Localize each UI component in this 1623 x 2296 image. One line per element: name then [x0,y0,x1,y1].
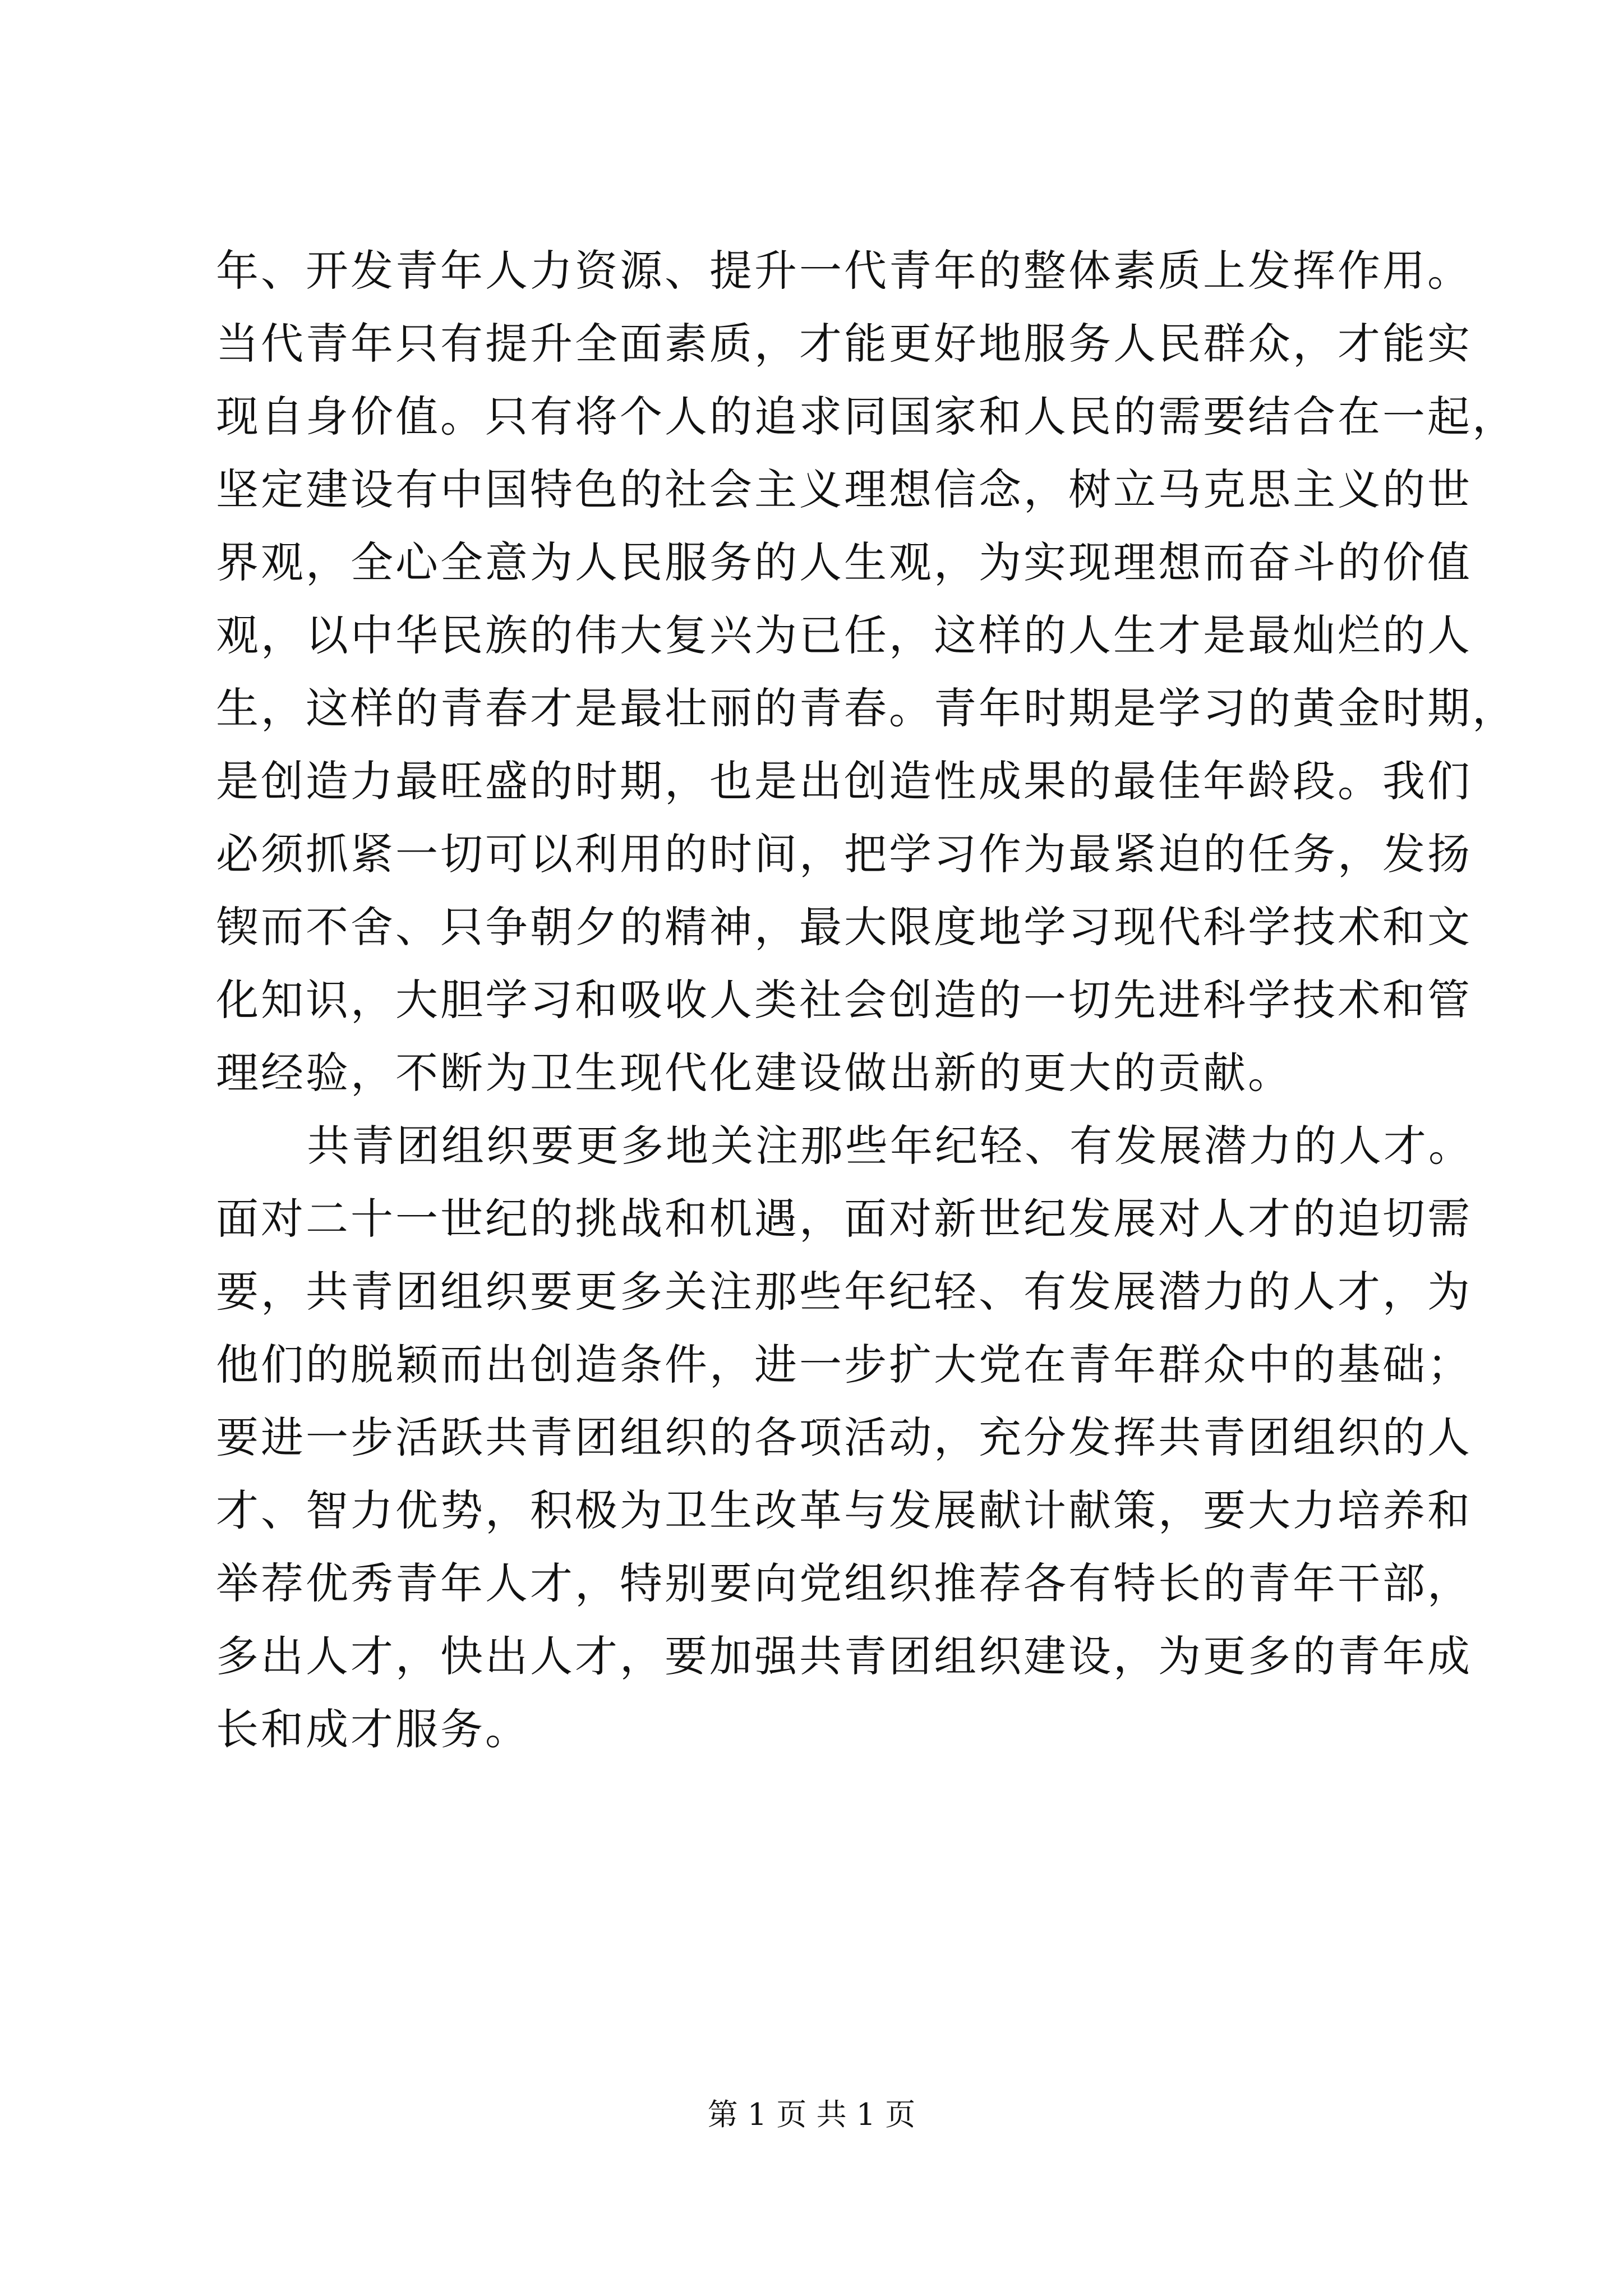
text-line: 举荐优秀青年人才，特别要向党组织推荐各有特长的青年干部， [216,1558,1472,1608]
text-line: 界观，全心全意为人民服务的人生观，为实现理想而奋斗的价值 [216,537,1472,587]
page-number-label: 第 1 页 共 1 页 [707,2097,916,2132]
text-line: 坚定建设有中国特色的社会主义理想信念，树立马克思主义的世 [216,464,1472,514]
text-line: 生，这样的青春才是最壮丽的青春。青年时期是学习的黄金时期， [216,683,1517,733]
text-line: 必须抓紧一切可以利用的时间，把学习作为最紧迫的任务，发扬 [216,829,1472,879]
text-line: 面对二十一世纪的挑战和机遇，面对新世纪发展对人才的迫切需 [216,1194,1472,1244]
text-line: 现自身价值。只有将个人的追求同国家和人民的需要结合在一起， [216,392,1517,441]
text-line: 当代青年只有提升全面素质，才能更好地服务人民群众，才能实 [216,319,1472,369]
text-line: 理经验，不断为卫生现代化建设做出新的更大的贡献。 [216,1048,1293,1098]
text-line: 化知识，大胆学习和吸收人类社会创造的一切先进科学技术和管 [216,975,1472,1025]
text-line: 长和成才服务。 [216,1704,530,1754]
text-line: 锲而不舍、只争朝夕的精神，最大限度地学习现代科学技术和文 [216,902,1472,952]
paragraph-first-line: 共青团组织要更多地关注那些年纪轻、有发展潜力的人才。 [307,1121,1473,1171]
page-footer [0,2095,1623,2134]
text-line: 才、智力优势，积极为卫生改革与发展献计献策，要大力培养和 [216,1485,1472,1535]
text-line: 观，以中华民族的伟大复兴为已任，这样的人生才是最灿烂的人 [216,610,1472,660]
text-line: 要进一步活跃共青团组织的各项活动，充分发挥共青团组织的人 [216,1412,1472,1462]
text-line: 是创造力最旺盛的时期，也是出创造性成果的最佳年龄段。我们 [216,756,1472,806]
text-line: 他们的脱颖而出创造条件，进一步扩大党在青年群众中的基础； [216,1340,1472,1389]
text-line: 多出人才，快出人才，要加强共青团组织建设，为更多的青年成 [216,1631,1472,1681]
text-line: 年、开发青年人力资源、提升一代青年的整体素质上发挥作用。 [216,246,1472,296]
document-body [216,234,1517,1766]
text-line: 要，共青团组织要更多关注那些年纪轻、有发展潜力的人才，为 [216,1267,1472,1317]
